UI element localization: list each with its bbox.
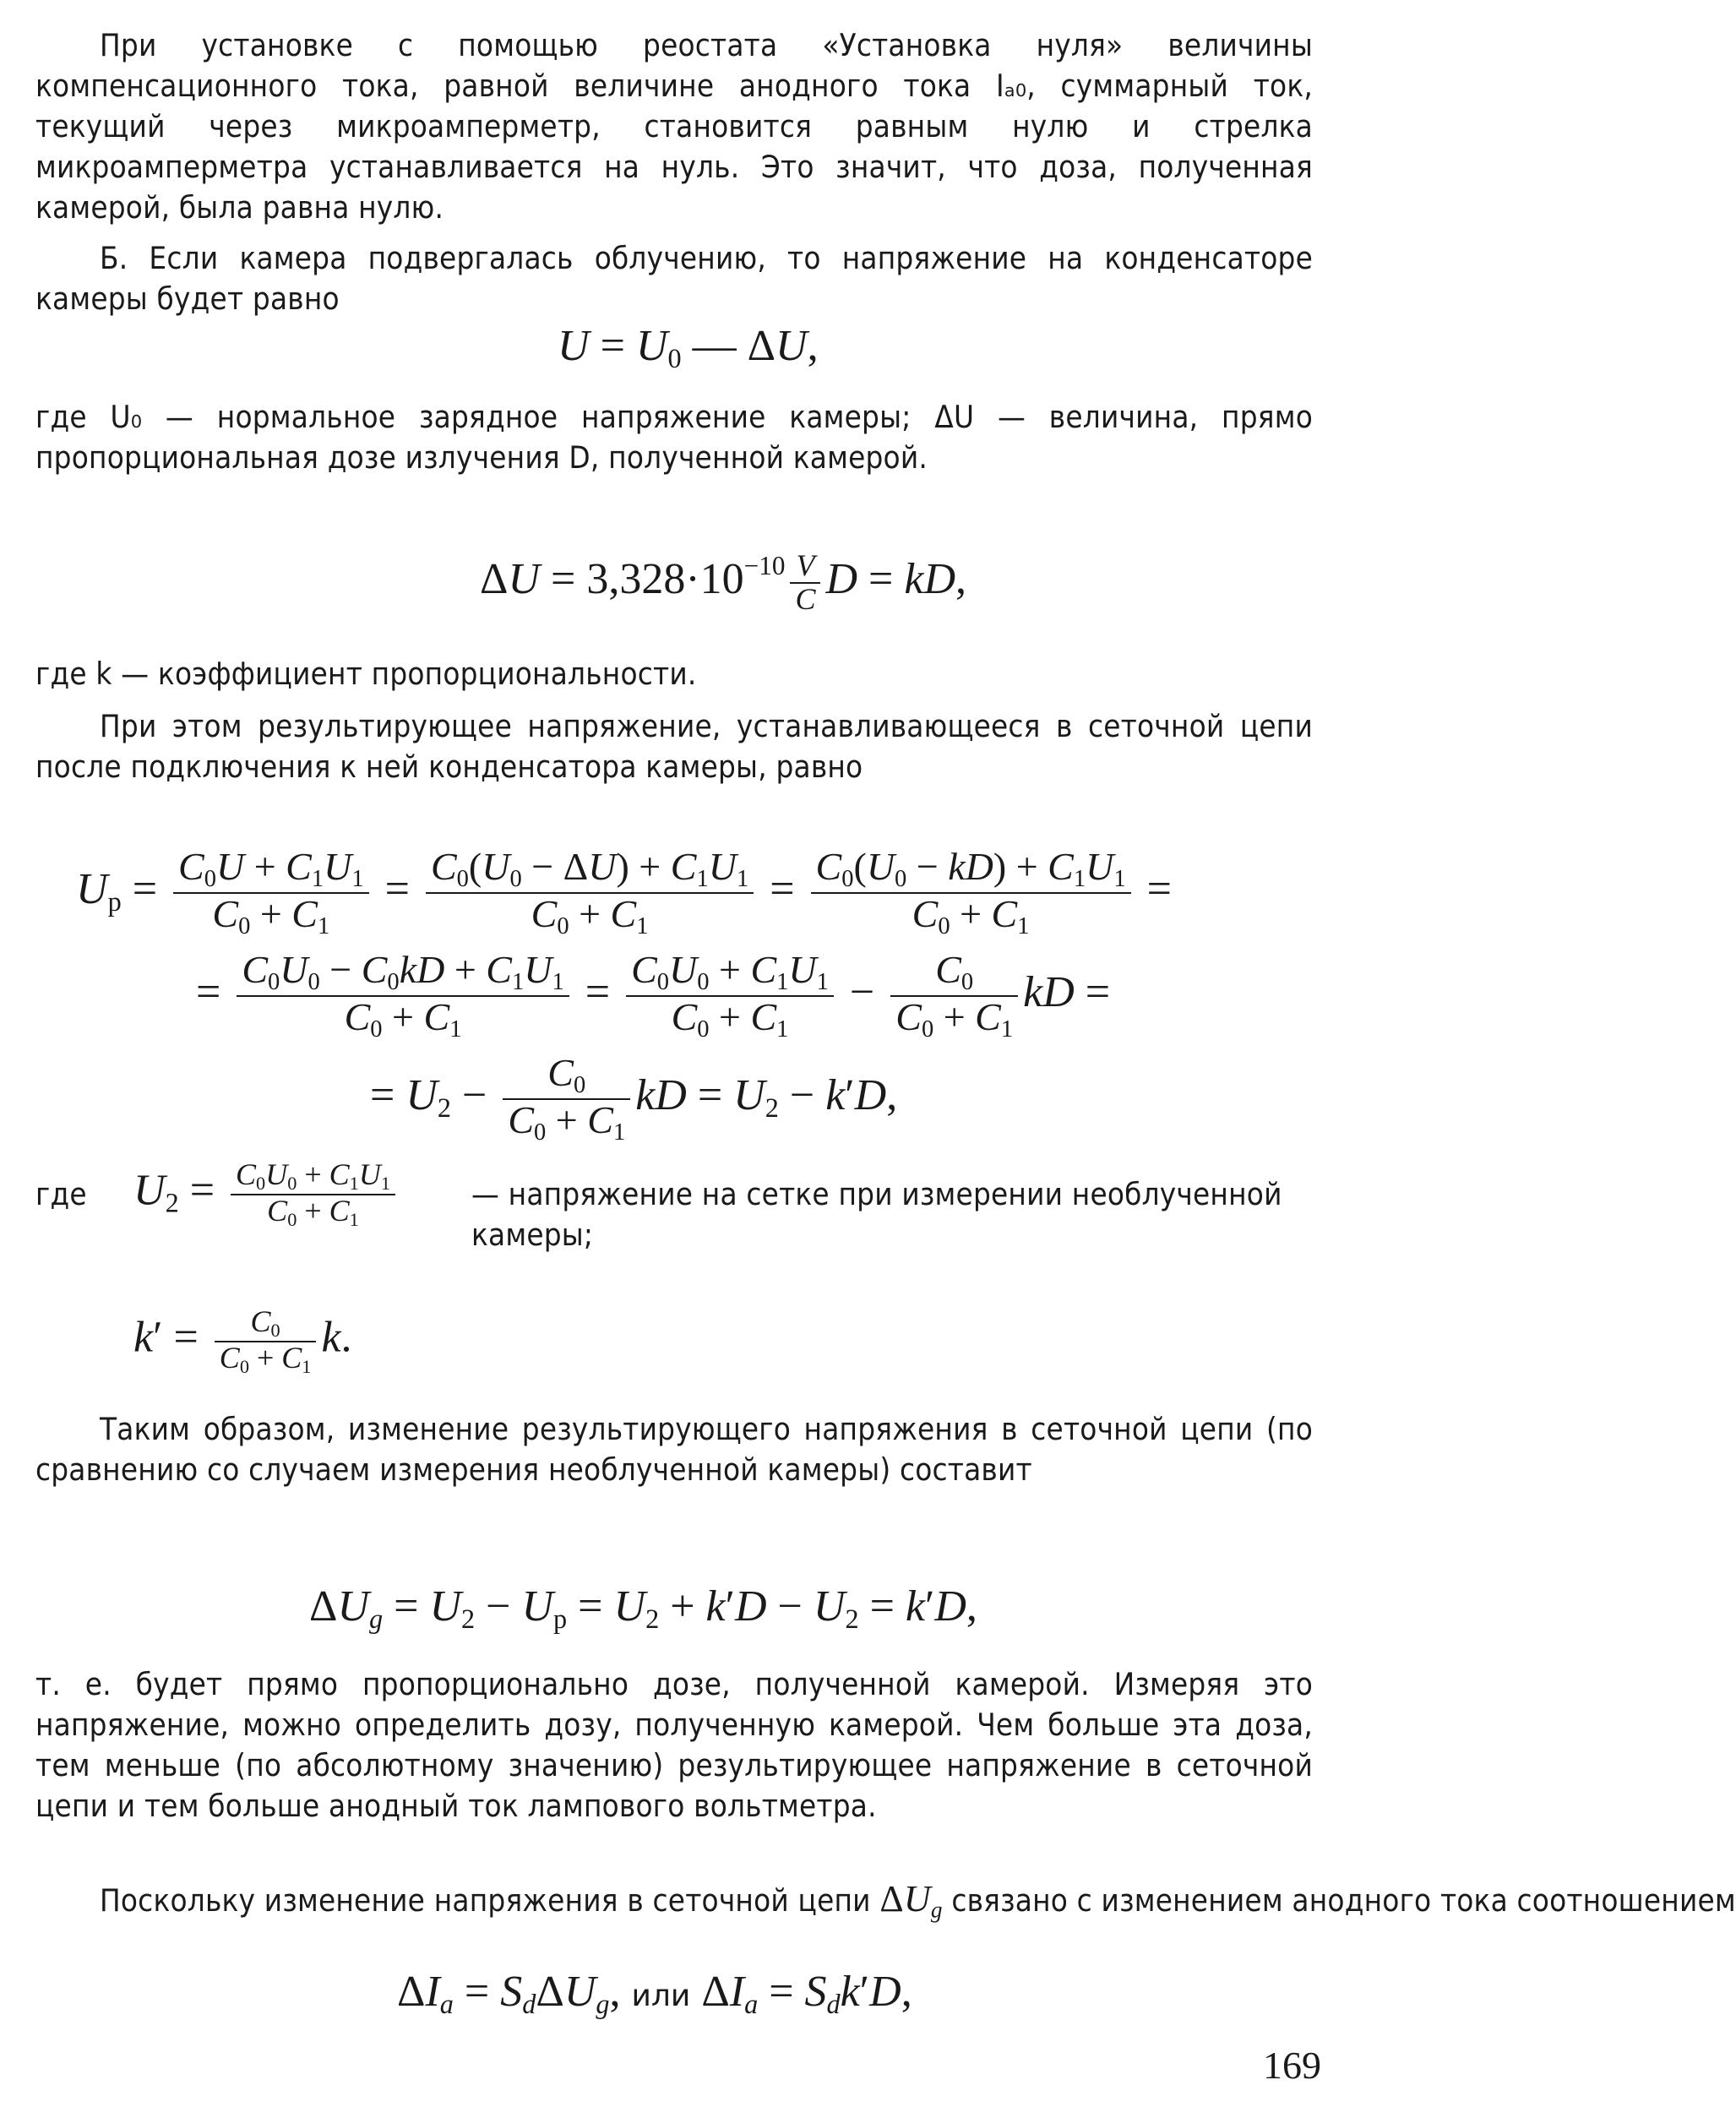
paragraph-since-change [35,1874,1736,1936]
formula-inline-delta-ug: $\Delta U_g$ [879,1878,943,1923]
formula-delta-ug: $\Delta U_g = U_2 - U_p = U_2 + k'D - U_2 = k'D$, [309,1582,977,1635]
formula-u2: $U_2$ = $\frac{C_0U_0 + C_1U_1}{C_0 + C_1}$ [133,1159,400,1229]
formula-up-line2: = $\frac{C_0U_0 - C_0kD + C_1U_1}{C_0 + C_1}$ = $\frac{C_0U_0 + C_1U_1}{C_0 + C_1}$ − $\frac{C_0}{C_0 + C_1}$ kD = [196,948,1111,1043]
formula-up-line3: = $U_2$ − $\frac{C_0}{C_0 + C_1}$ kD = $U_2 - k'D$, [370,1051,898,1146]
formula-delta-ia: $\Delta I_a = S_d\Delta U_g$, или $\Delta I_a = S_dk'D$, [397,1968,912,2020]
paragraph-text: — напряжение на сетке при измерении необлученной камеры; [471,1176,1282,1253]
formula-up-line1: $U_p$ = $\frac{C_0U + C_1U_1}{C_0 + C_1}$ = $\frac{C_0(U_0 - \Delta U) + C_1U_1}{C_0 + C_1}$ = $\frac{C_0(U_0 - kD) + C_1U_1}{C_0 + C_1}$ = [76,845,1172,939]
paragraph-text: т. е. будет прямо пропорционально дозе, полученной камерой. Измеряя это напряжение, можно определить дозу, полученную камерой. Чем больше эта доза, тем меньше (по абсолютному значению) результирующее напряжение в сеточной цепи и тем больше анодный ток лампового вольтметра. [35,1666,1313,1824]
paragraph-resulting-voltage [35,706,1313,787]
paragraph-irradiated [35,238,1313,319]
or-word: или [631,1979,691,2013]
paragraph-text: При этом результирующее напряжение, устанавливающееся в сеточной цепи после подключения к ней конденсатора камеры, равно [35,708,1313,785]
paragraph-text: Б. Если камера подвергалась облучению, то напряжение на конденсаторе камеры будет равно [35,240,1313,317]
paragraph-u2-description [471,1174,1313,1255]
paragraph-where-k [35,654,1313,694]
formula-k-prime: k′ = $\frac{C_0}{C_0 + C_1}$ k. [133,1304,352,1377]
paragraph-proportional [35,1664,1313,1827]
paragraph-text: где U₀ — нормальное зарядное напряжение камеры; ΔU — величина, прямо пропорциональная дозе излучения D, полученной камерой. [35,399,1313,476]
paragraph-change-of-voltage [35,1409,1313,1490]
paragraph-text: Поскольку изменение напряжения в сеточной цепи [100,1882,871,1919]
paragraph-text: Таким образом, изменение результирующего напряжения в сеточной цепи (по сравнению со случаем измерения необлученной камеры) составит [35,1411,1313,1488]
paragraph-text: где [35,1176,87,1212]
formula-u-equals: $U = U_0$ — ΔU, [558,322,819,374]
page-number: 169 [1263,2044,1321,2087]
paragraph-text: где k — коэффициент пропорциональности. [35,656,697,692]
paragraph-compensation [35,25,1313,228]
paragraph-text: связано с изменением анодного тока соотношением [951,1882,1736,1919]
paragraph-where-u0 [35,397,1313,478]
paragraph-text: При установке с помощью реостата «Установка нуля» величины компенсационного тока, равной величине анодного тока Iₐ₀, суммарный ток, текущий через микроамперметр, становится равным нулю и стрелка микроамперметра устанавливается на нуль. Это значит, что доза, полученная камерой, была равна нулю. [35,27,1313,226]
formula-delta-u: $\Delta U = 3,328\cdot 10^{-10}$ $\frac{V}{C}$ D = kD, [480,548,966,616]
